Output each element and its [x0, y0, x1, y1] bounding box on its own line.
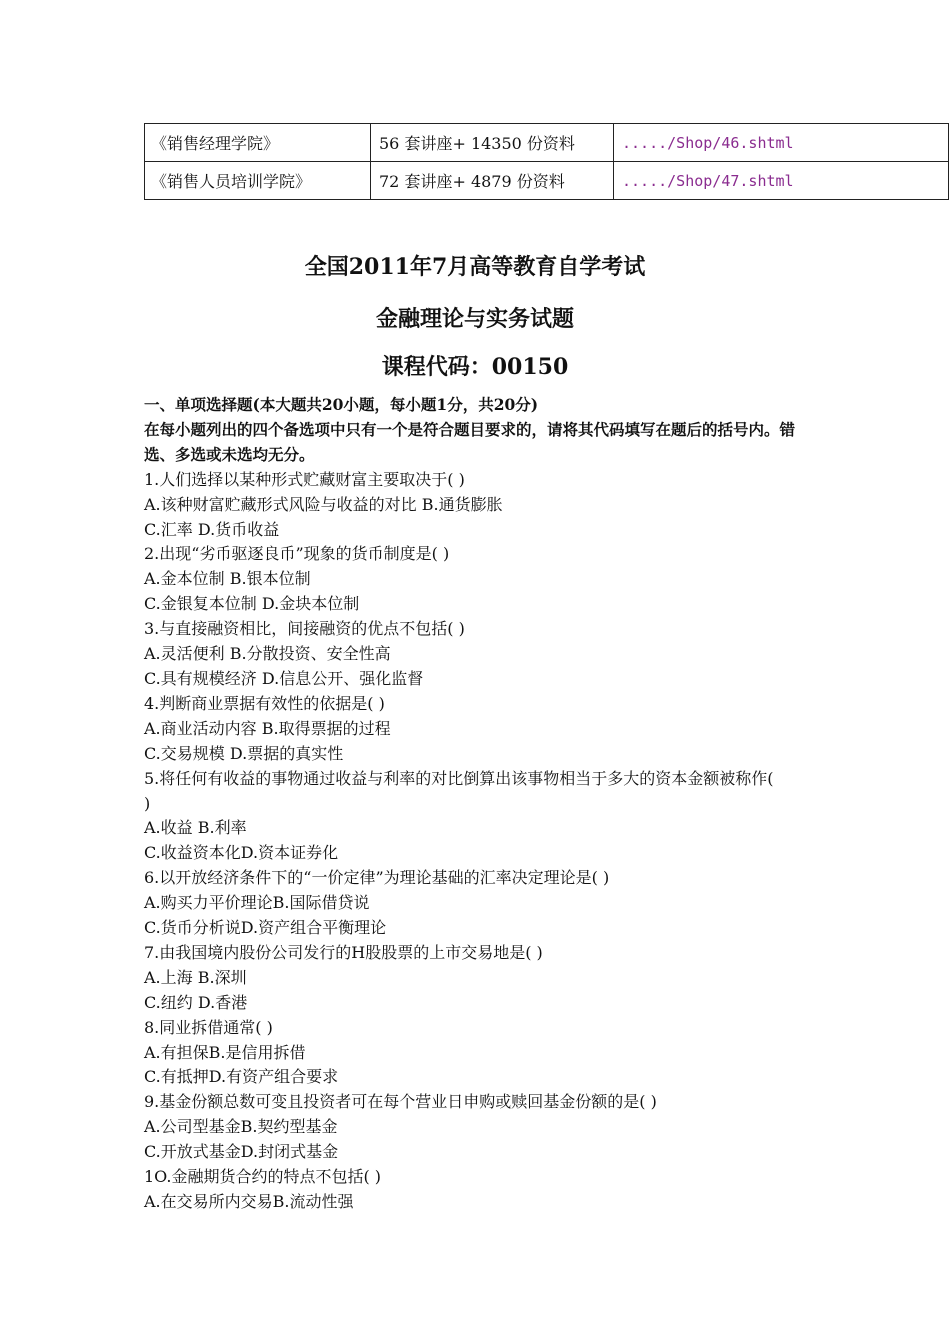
promo-desc: 72 套讲座+ 4879 份资料 [371, 162, 614, 200]
question-line: A.上海 B.深圳 [144, 967, 247, 987]
question-line: 7.由我国境内股份公司发行的H股股票的上市交易地是( ) [144, 942, 543, 962]
question-line: A.灵活便利 B.分散投资、安全性高 [144, 644, 391, 664]
table-row [145, 124, 949, 162]
promo-name: 《销售经理学院》 [145, 124, 371, 162]
question-line: 8.同业拆借通常( ) [144, 1017, 273, 1037]
question-line: A.金本位制 B.银本位制 [144, 569, 311, 589]
question-line: C.有抵押D.有资产组合要求 [144, 1067, 339, 1087]
section-instruction: 在每小题列出的四个备选项中只有一个是符合题目要求的，请将其代码填写在题后的括号内。错选、多选或未选均无分。 [144, 419, 796, 464]
promo-link[interactable]: ...../Shop/47.shtml [614, 162, 949, 200]
question-line: C.具有规模经济 D.信息公开、强化监督 [144, 668, 424, 688]
question-line: C.交易规模 D.票据的真实性 [144, 743, 344, 763]
question-line: A.公司型基金B.契约型基金 [144, 1117, 338, 1137]
exam-content [144, 393, 814, 1215]
question-line: 1O.金融期货合约的特点不包括( ) [144, 1167, 382, 1187]
course-code: 课程代码：00150 [381, 354, 569, 380]
question-line: 2.出现“劣币驱逐良币”现象的货币制度是( ) [144, 544, 450, 564]
promo-desc: 56 套讲座+ 14350 份资料 [371, 124, 614, 162]
question-line: C.收益资本化D.资本证券化 [144, 843, 339, 863]
question-line: 1.人们选择以某种形式贮藏财富主要取决于( ) [144, 469, 465, 489]
question-line: 4.判断商业票据有效性的依据是( ) [144, 693, 385, 713]
promo-name: 《销售人员培训学院》 [145, 162, 371, 200]
question-line: A.商业活动内容 B.取得票据的过程 [144, 718, 391, 738]
question-line: C.金银复本位制 D.金块本位制 [144, 594, 360, 614]
question-line: A.该种财富贮藏形式风险与收益的对比 B.通货膨胀 [144, 494, 503, 514]
question-line: A.收益 B.利率 [144, 818, 247, 838]
question-line: C.汇率 D.货币收益 [144, 519, 280, 539]
section-heading: 一、单项选择题(本大题共20小题，每小题1分，共20分) [144, 395, 539, 414]
question-line: C.货币分析说D.资产组合平衡理论 [144, 918, 387, 938]
question-line: A.有担保B.是信用拆借 [144, 1042, 306, 1062]
question-line: 6.以开放经济条件下的“一价定律”为理论基础的汇率决定理论是( ) [144, 868, 610, 888]
question-line: 5.将任何有收益的事物通过收益与利率的对比倒算出该事物相当于多大的资本金额被称作( [144, 768, 774, 788]
exam-subject: 金融理论与实务试题 [375, 306, 574, 332]
exam-title: 全国2011年7月高等教育自学考试 [304, 254, 646, 280]
question-line: ) [144, 793, 151, 813]
question-line: A.购买力平价理论B.国际借贷说 [144, 893, 370, 913]
question-line: A.在交易所内交易B.流动性强 [144, 1192, 354, 1211]
table-row [145, 162, 949, 200]
question-line: C.开放式基金D.封闭式基金 [144, 1142, 339, 1162]
question-line: C.纽约 D.香港 [144, 992, 248, 1012]
promo-table [144, 123, 949, 200]
promo-link[interactable]: ...../Shop/46.shtml [614, 124, 949, 162]
question-line: 9.基金份额总数可变且投资者可在每个营业日申购或赎回基金份额的是( ) [144, 1092, 657, 1112]
question-line: 3.与直接融资相比，间接融资的优点不包括( ) [144, 619, 465, 639]
